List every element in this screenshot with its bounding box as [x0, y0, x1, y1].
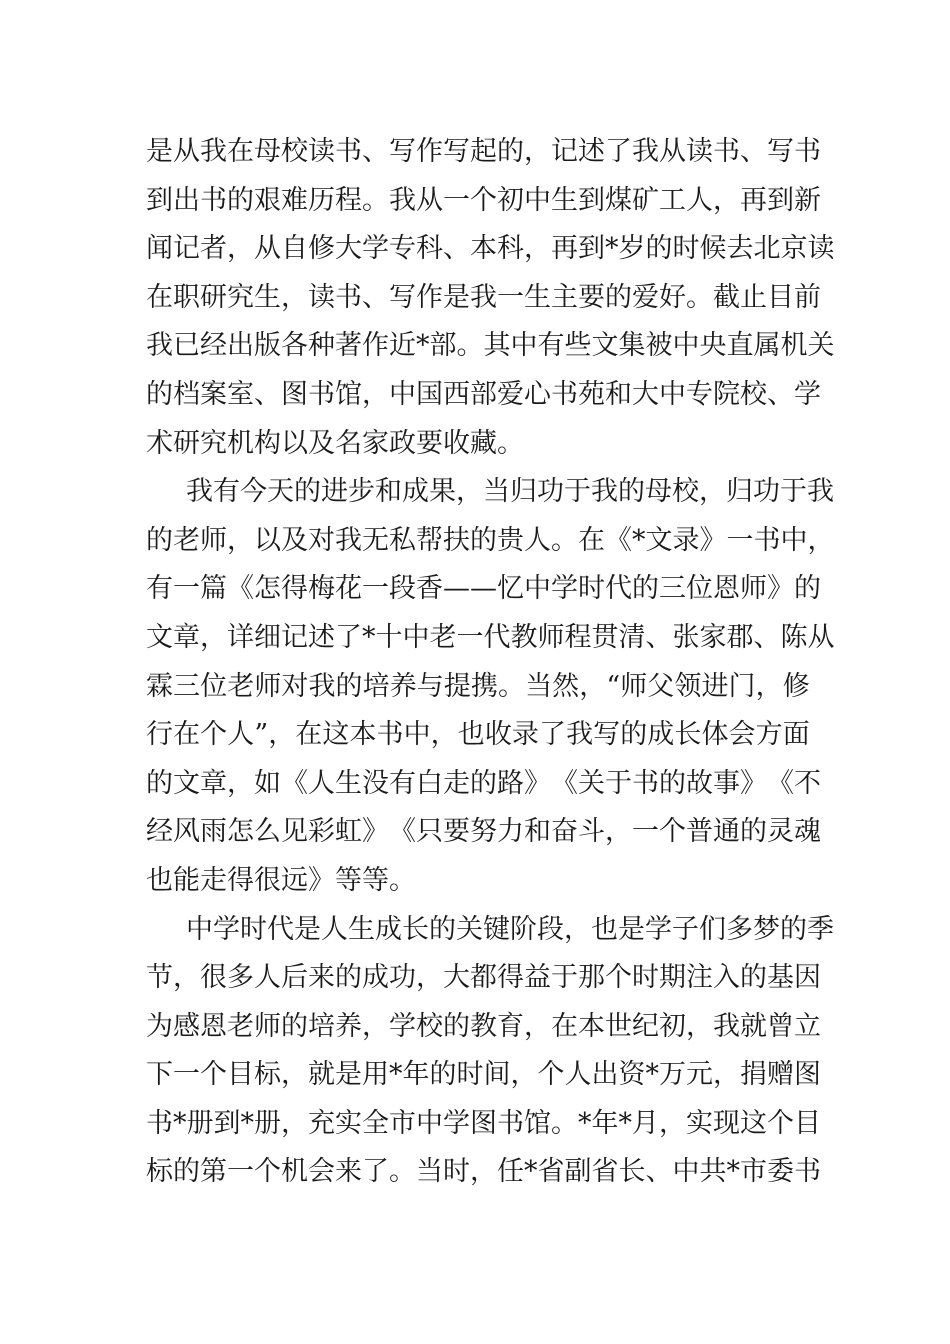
text-line: 的 档 案 室 、 图 书 馆 ， 中 国 西 部 爱 心 书 苑 和 大 中 专 院 校 、 学: [146, 378, 821, 410]
text-line: 到 出 书 的 艰 难 历 程 。 我 从 一 个 初 中 生 到 煤 矿 工 人 ， 再 到 新: [146, 184, 821, 216]
text-line: 节 ， 很 多 人 后 来 的 成 功 ， 大 都 得 益 于 那 个 时 期 注 入 的 基 因: [146, 962, 821, 994]
text-line: 文 章 ， 详 细 记 述 了 * 十 中 老 一 代 教 师 程 贯 清 、 张 家 郡 、 陈 从: [146, 621, 835, 653]
text-line: 我 已 经 出 版 各 种 著 作 近 * 部 。 其 中 有 些 文 集 被 中 央 直 属 机 关: [146, 330, 835, 362]
text-line: 标 的 第 一 个 机 会 来 了 。 当 时 ， 任 * 省 副 省 长 、 中 共 * 市 委 书: [146, 1156, 821, 1188]
text-line: 有 一 篇 《 怎 得 梅 花 一 段 香 — — 忆 中 学 时 代 的 三 位 恩 师 》 的: [146, 573, 821, 605]
text-line: 术研究机构以及名家政要收藏。: [146, 427, 524, 459]
text-line: 是 从 我 在 母 校 读 书 、 写 作 写 起 的 ， 记 述 了 我 从 读 书 、 写 书: [146, 136, 821, 167]
text-line: 也能走得很远》等等。: [146, 864, 416, 896]
text-line: 行 在 个 人 ” ， 在 这 本 书 中 ， 也 收 录 了 我 写 的 成 长 体 会 方 面: [146, 719, 810, 751]
text-line: 闻 记 者 ， 从 自 修 大 学 专 科 、 本 科 ， 再 到 * 岁 的 时 候 去 北 京 读: [146, 233, 835, 265]
text-line: 我 有 今 天 的 进 步 和 成 果 ， 当 归 功 于 我 的 母 校 ， 归 功 于 我: [186, 476, 834, 508]
body-text: [146, 128, 835, 1197]
text-line: 在 职 研 究 生 ， 读 书 、 写 作 是 我 一 生 主 要 的 爱 好 。 截 止 目 前: [146, 281, 821, 313]
text-line: 为 感 恩 老 师 的 培 养 ， 学 校 的 教 育 ， 在 本 世 纪 初 ， 我 就 曾 立: [146, 1010, 821, 1042]
text-line: 下 一 个 目 标 ， 就 是 用 * 年 的 时 间 ， 个 人 出 资 * 万 元 ， 捐 赠 图: [146, 1059, 821, 1091]
text-line: 中 学 时 代 是 人 生 成 长 的 关 键 阶 段 ， 也 是 学 子 们 多 梦 的 季: [186, 913, 834, 945]
text-line: 书 * 册 到 * 册 ， 充 实 全 市 中 学 图 书 馆 。 * 年 * 月 ， 实 现 这 个 目: [146, 1107, 821, 1139]
text-line: 的 文 章 ， 如 《 人 生 没 有 白 走 的 路 》 《 关 于 书 的 故 事 》 《 不: [146, 767, 821, 799]
text-line: 经 风 雨 怎 么 见 彩 虹 》 《 只 要 努 力 和 奋 斗 ， 一 个 普 通 的 灵 魂: [146, 816, 821, 848]
text-line: 的 老 师 ， 以 及 对 我 无 私 帮 扶 的 贵 人 。 在 《 * 文 录 》 一 书 中 ，: [146, 524, 835, 556]
text-line: 霖 三 位 老 师 对 我 的 培 养 与 提 携 。 当 然 ， “ 师 父 领 进 门 ， 修: [146, 670, 810, 702]
